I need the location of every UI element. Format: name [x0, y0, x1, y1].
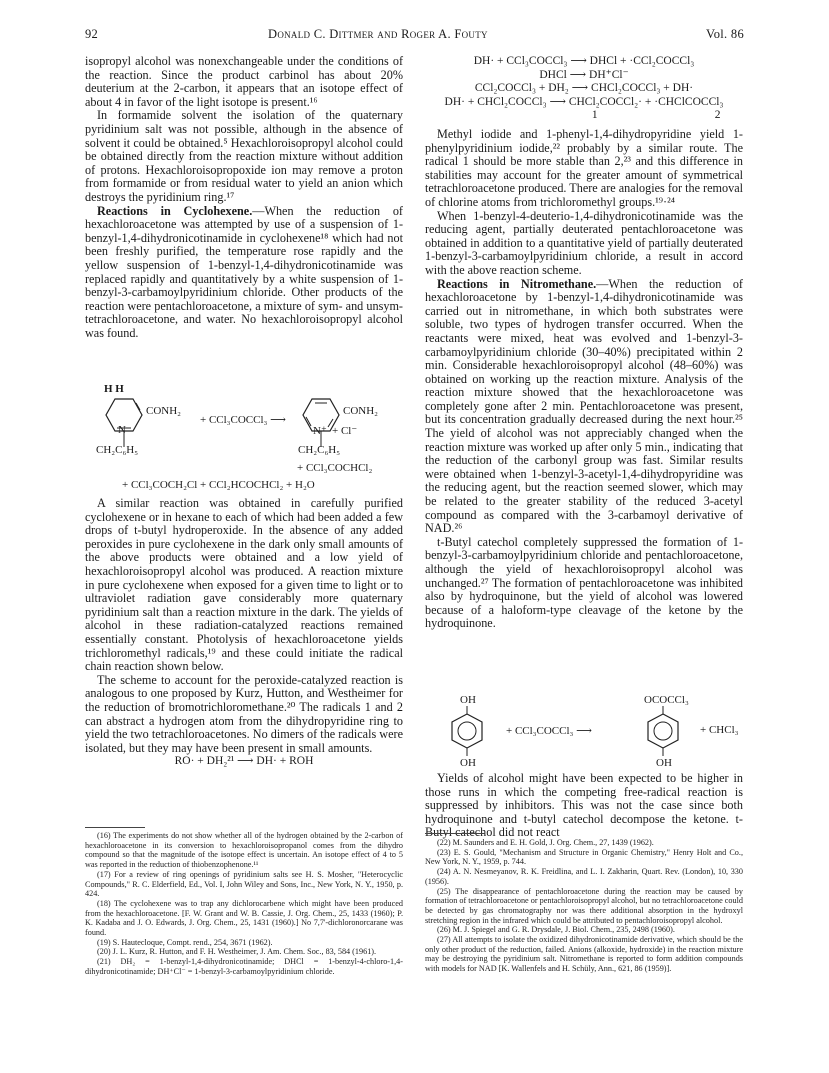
left-footnotes: [85, 831, 403, 977]
carboxamide-label: CONH₂: [146, 405, 182, 417]
paragraph-text: —When the reduction of hexachloroacetone was attempted by use of a suspension of 1-benzyl-1,4-dihydronicotinamide in cyclohexene¹⁸ which had not been freshly purified, the temperature rose rapidly and the yellow suspension of 1-benzyl-1,4-dihydronicotinamide was replaced rapidly and quantitatively by a white suspension of 1-benzyl-3-carbamoylpyridinium chloride. Other products of the reaction were pentachloroacetone, a mixture of sym- and unsym-tetrachloroacetone, and water. No hexachloroisopropyl alcohol was found.: [85, 203, 403, 340]
reagent-label: + CCl₃COCCl₃ ⟶: [200, 414, 286, 426]
footnote: (22) M. Saunders and E. H. Gold, J. Org. Chem., 27, 1439 (1962).: [437, 838, 654, 847]
equation: DH· + CCl₃COCCl₃ ⟶ DHCl + ·CCl₂COCCl₃: [473, 55, 695, 67]
footnote: (19) S. Hautecloque, Compt. rend., 254, 3671 (1962).: [97, 937, 273, 947]
paragraph: [425, 278, 743, 536]
paragraph: When 1-benzyl-4-deuterio-1,4-dihydronicotinamide was the reducing agent, partially deuterated pentachloroacetone was obtained in addition to a quantitative yield of partially deuterated 1-benzyl-3-carbamoylpyridinium chloride, a result in accord with the above reaction scheme.: [425, 208, 743, 277]
hydroxyl-label: OH: [460, 694, 476, 706]
running-head-authors: Donald C. Dittmer and Roger A. Fouty: [268, 27, 488, 41]
right-footnotes: [425, 838, 743, 974]
footnote: (27) All attempts to isolate the oxidized dihydronicotinamide derivative, which should be the only other product of the reduction, failed. Anions (alkoxide, hydroxide) in the reaction mixture may be destroying the pyridinium salt. Nitromethane is reported to form addition compounds with models for NAD [K. Wallenfels and H. Schüly, Ann., 621, 86 (1959)].: [425, 935, 743, 974]
footnote-divider: [85, 827, 145, 828]
footnote: (24) A. N. Nesmeyanov, R. K. Freidlina, and L. I. Zakharin, Quart. Rev. (London), 10, 330 (1956).: [425, 867, 743, 886]
pyridinium-nitrogen-label: N⁺: [313, 425, 327, 437]
footnote: (25) The disappearance of pentachloroacetone during the reaction may be caused by formation of tetrachloroacetone or pentachloroisopropyl alcohol, but no tetrachloroacetone could be detected by gas chromatography nor was there additional absorption in the hydroxyl stretching region in the infrared which could be attributed to pentachloroisopropyl alcohol.: [425, 886, 743, 925]
carboxamide-label: CONH₂: [343, 405, 379, 417]
hydroxyl-label: OH: [656, 757, 672, 769]
footnote: (20) J. L. Kurz, R. Hutton, and F. H. Westheimer, J. Am. Chem. Soc., 83, 584 (1961).: [97, 947, 377, 957]
benzyl-label: CH₂C₆H₅: [96, 444, 139, 456]
paragraph: isopropyl alcohol was nonexchangeable under the conditions of the reaction. Since the product carbinol has about 20% deuterium at the 2-carbon, it appears that an isotope effect of about 4 in favor of the light isotope is present.¹⁶: [85, 54, 403, 109]
paragraph: A similar reaction was obtained in carefully purified cyclohexene or in hexane to each of which had been added a few drops of t-butyl hydroperoxide. In the absence of any added peroxides in pure cyclohexene in the dark only small amounts of the above products were obtained and a low yield of hexachloroisopropyl alcohol was produced. A reaction mixture in pure cyclohexene when exposed for a given time to light or to ultraviolet radiation gave considerably more quaternary pyridinium salt than a reaction mixture in the dark. The yields of alcohol in these radiation-catalyzed reactions remained essentially constant. Photolysis of hexachloroacetone yields trichloromethyl radicals,¹⁹ and these could initiate the radical chain reaction shown below.: [85, 496, 403, 674]
radical-label-2: 2: [714, 109, 721, 121]
volume-label: Vol. 86: [706, 27, 744, 41]
right-column-equations: [425, 55, 743, 123]
benzyl-label: CH₂C₆H₅: [298, 444, 341, 456]
footnote: (18) The cyclohexene was to trap any dichlorocarbene which might have been produced from the hexachloroacetone. [F. W. Grant and W. B. Cassie, J. Org. Chem., 25, 1433 (1960); P. K. Kadaba and J. O. Edwards, J. Org. Chem., 25, 1431 (1960).] No 7,7'-dichloronorcarane was found.: [85, 898, 403, 938]
product-tetrachloroacetones: + CCl₃COCH₂Cl + CCl₂HCOCHCl₂ + H₂O: [122, 479, 315, 491]
paragraph: Methyl iodide and 1-phenyl-1,4-dihydropyridine yield 1-phenylpyridinium iodide,²² probably by a similar route. The radical 1 should be more stable than 2,²³ and this difference in stabilities may account for the greater amount of symmetrical tetrachloroacetone produced. There are analogies for the removal of chlorine atoms from trichloromethyl groups.¹⁹·²⁴: [425, 127, 743, 209]
paragraph: Yields of alcohol might have been expected to be higher in those runs in which the competing free-radical reaction is suppressed by inhibitors. This was not the case since both hydroquinone and t-butyl catechol decompose the ketone. t-Butyl catechol did not react: [425, 771, 743, 840]
ester-label: OCOCCl₃: [644, 694, 689, 706]
paragraph-text: —When the reduction of hexachloroacetone by 1-benzyl-1,4-dihydronicotinamide was carried out in nitromethane, in which both substrates were soluble, two types of hydrogen transfer occurred. When the reactants were mixed, heat was evolved and 1-benzyl-3-carbamoylpyridinium chloride (30–40%) precipitated within 2 min. Considerable hexachloroisopropyl alcohol (48–60%) was obtained on working up the reaction mixture. Analysis of the reaction mixture showed that the hexachloroacetone was completely gone after 2 min. Pentachloroacetone was present, but its concentration gradually decreased during the next hour.²⁵ The yield of alcohol was not appreciably changed when the reaction mixture was worked up after only 5 min., indicating that the reduction of the carbonyl group was fast. Similar results were obtained when 1-benzyl-3-acetyl-1,4-dihydropyridine was the reducing agent, but the reaction seemed slower, which may be related to the greater stability of the reduced 3-acetyl compound as compared with the 3-carbamoyl derivative of NAD.²⁶: [425, 276, 743, 536]
paragraph: In formamide solvent the isolation of the quaternary pyridinium salt was not possible, although in the absence of solvent it could be obtained.⁵ Hexachloroisopropyl alcohol could be obtained directly from the reaction mixture without addition of protons. Hexachloroisopropoxide ion may remove a proton from formamide or from residual water to yield an anion which destroys the pyridinium ring.¹⁷: [85, 108, 403, 204]
reagent-label: + CCl₃COCCl₃ ⟶: [506, 725, 592, 737]
footnote-divider: [425, 833, 485, 834]
paragraph: [85, 205, 403, 341]
page-number: 92: [85, 27, 99, 41]
equation: DH· + CHCl₂COCCl₃ ⟶ CHCl₂COCCl₂· + ·CHClCOCCl₃: [444, 95, 724, 108]
equation: RO· + DH₂²¹ ⟶ DH· + ROH: [174, 755, 314, 768]
left-column-bottom: [85, 497, 403, 769]
hh-label: H H: [104, 383, 124, 395]
right-column-text: [425, 128, 743, 631]
equation: DHCl ⟶ DH⁺Cl⁻: [539, 68, 629, 81]
section-heading: Reactions in Cyclohexene.: [97, 203, 253, 218]
paragraph: The scheme to account for the peroxide-catalyzed reaction is analogous to one proposed by Kurz, Hutton, and Westheimer for the reduction of bromotrichloromethane.²⁰ The radicals 1 and 2 can abstract a hydrogen atom from the dihydropyridine ring to yield the two tetrachloroacetones. No dimers of the radicals were isolated, but they may have been present in small amounts.: [85, 672, 403, 755]
left-column-top: [85, 55, 403, 340]
footnote: (16) The experiments do not show whether all of the hydrogen obtained by the 2-carbon of hexachloroacetone in its conversion to hexachloroisopropanol comes from the dihydro compound so that the magnitude of the isotope effect is uncertain. An isotope effect of 4 to 5 was reported in the reduction of thiobenzophenone.¹¹: [85, 831, 403, 870]
product-chloroform: + CHCl₃: [700, 724, 739, 736]
nitrogen-label: N: [118, 424, 126, 436]
radical-label-1: 1: [591, 109, 598, 121]
footnote: (17) For a review of ring openings of pyridinium salts see H. S. Mosher, "Heterocyclic Compounds," R. C. Elderfield, Ed., Vol. I, John Wiley and Sons, Inc., New York, N. Y., 1950, p. 424.: [85, 869, 403, 899]
paragraph: t-Butyl catechol completely suppressed the formation of 1-benzyl-3-carbamoylpyridinium chloride and pentachloroacetone, although the yield of hexachloroisopropyl alcohol was unchanged.²⁷ The formation of pentachloroacetone was inhibited also by hydroquinone, but the yield of alcohol was lowered because of a haloform-type cleavage of the ketone by the hydroquinone.: [425, 534, 743, 631]
section-heading: Reactions in Nitromethane.: [437, 276, 597, 291]
footnote: (26) M. J. Spiegel and G. R. Drysdale, J. Biol. Chem., 235, 2498 (1960).: [437, 925, 675, 935]
footnote: (23) E. S. Gould, "Mechanism and Structure in Organic Chemistry," Henry Holt and Co., New York, N. Y., 1959, p. 744.: [425, 847, 743, 867]
hydroxyl-label: OH: [460, 757, 476, 769]
chloride-label: + Cl⁻: [332, 425, 358, 437]
radical-labels: [425, 109, 743, 123]
equation: CCl₂COCCl₃ + DH₂ ⟶ CHCl₂COCCl₃ + DH·: [474, 82, 694, 94]
product-pentachloroacetone: + CCl₃COCHCl₂: [297, 462, 373, 474]
footnote: (21) DH₂ = 1-benzyl-1,4-dihydronicotinamide; DHCl = 1-benzyl-4-chloro-1,4-dihydronicotinamide; DH⁺Cl⁻ = 1-benzyl-3-carbamoylpyridinium chloride.: [85, 957, 403, 976]
right-column-bottom: [425, 772, 743, 840]
